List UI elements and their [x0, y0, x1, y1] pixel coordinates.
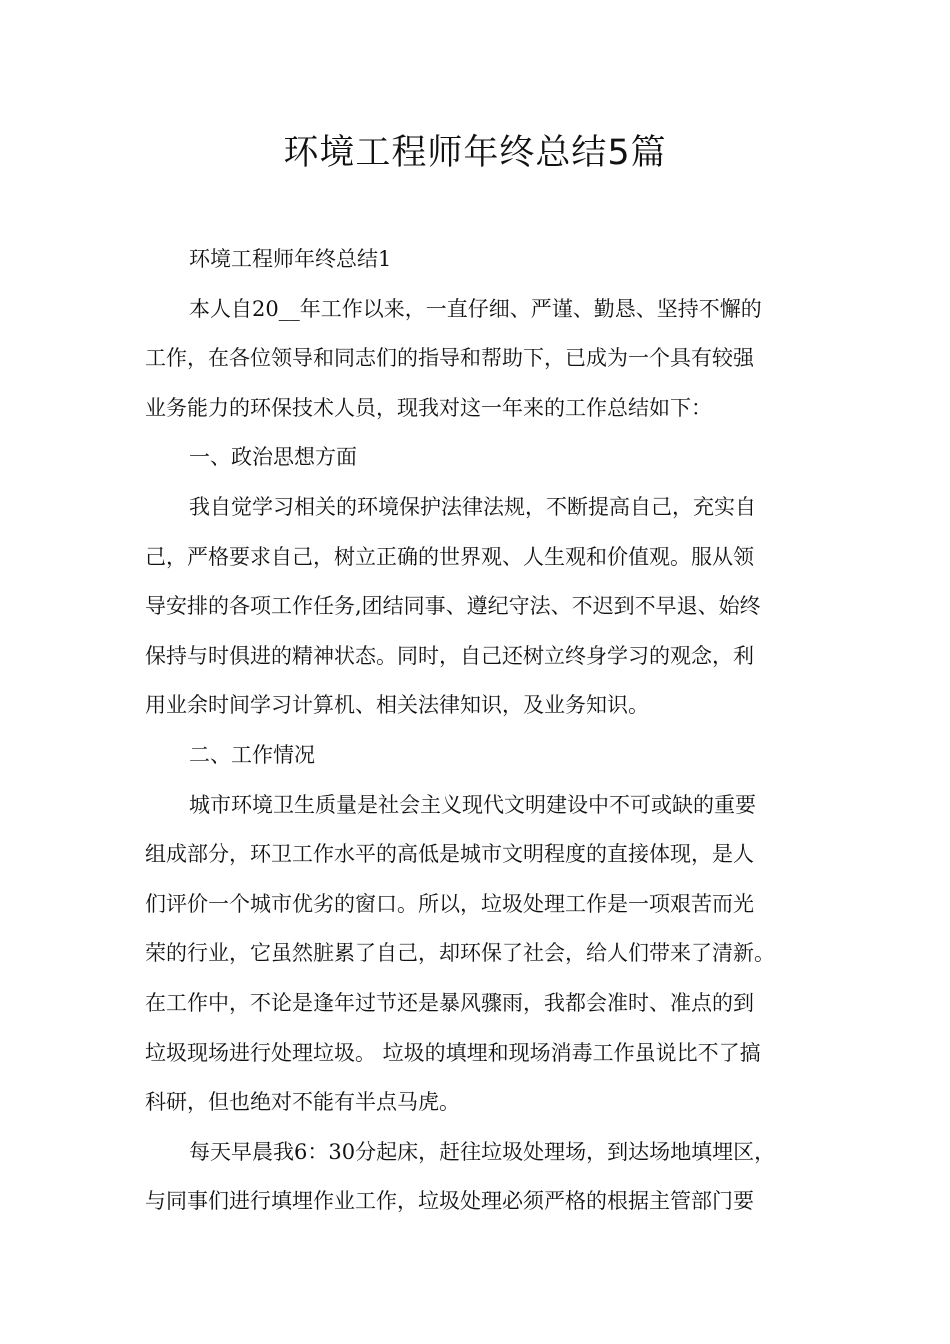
paragraph-line: 用业余时间学习计算机、相关法律知识，及业务知识。	[145, 693, 649, 718]
paragraph-line: 垃圾现场进行处理垃圾。 垃圾的填埋和现场消毒工作虽说比不了搞	[145, 1040, 761, 1065]
paragraph-politics	[145, 483, 825, 731]
paragraph-line: 在工作中，不论是逢年过节还是暴风骤雨，我都会准时、准点的到	[145, 990, 754, 1015]
section-heading-work: 二、工作情况	[189, 742, 315, 767]
paragraph-line: 科研，但也绝对不能有半点马虎。	[145, 1090, 460, 1115]
paragraph-line: 导安排的各项工作任务,团结同事、遵纪守法、不迟到不早退、始终	[145, 594, 761, 619]
paragraph-line: 每天早晨我6：30分起床，赶往垃圾处理场，到达场地填埋区，	[189, 1139, 776, 1164]
document-title: 环境工程师年终总结5篇	[283, 133, 667, 173]
paragraph-line: 业务能力的环保技术人员，现我对这一年来的工作总结如下：	[145, 395, 712, 420]
paragraph-line: 城市环境卫生质量是社会主义现代文明建设中不可或缺的重要	[189, 792, 756, 817]
paragraph-line: 我自觉学习相关的环境保护法律法规，不断提高自己，充实自	[189, 494, 756, 519]
paragraph-line: 荣的行业，它虽然脏累了自己，却环保了社会，给人们带来了清新。	[145, 941, 775, 966]
paragraph-line: 工作，在各位领导和同志们的指导和帮助下，已成为一个具有较强	[145, 346, 754, 371]
paragraph-line: 与同事们进行填埋作业工作，垃圾处理必须严格的根据主管部门要	[145, 1189, 754, 1214]
subtitle: 环境工程师年终总结1	[189, 247, 392, 271]
paragraph-line: 本人自20__年工作以来，一直仔细、严谨、勤恳、坚持不懈的	[189, 296, 762, 321]
paragraph-line: 们评价一个城市优劣的窗口。所以，垃圾处理工作是一项艰苦而光	[145, 891, 754, 916]
section-heading-politics: 一、政治思想方面	[189, 445, 357, 470]
document-body	[145, 235, 825, 1227]
paragraph-work	[145, 781, 825, 1128]
paragraph-intro	[145, 285, 825, 434]
paragraph-daily	[145, 1128, 825, 1227]
paragraph-line: 保持与时俱进的精神状态。同时，自己还树立终身学习的观念，利	[145, 643, 754, 668]
paragraph-line: 组成部分，环卫工作水平的高低是城市文明程度的直接体现，是人	[145, 842, 754, 867]
paragraph-line: 己，严格要求自己，树立正确的世界观、人生观和价值观。服从领	[145, 544, 754, 569]
